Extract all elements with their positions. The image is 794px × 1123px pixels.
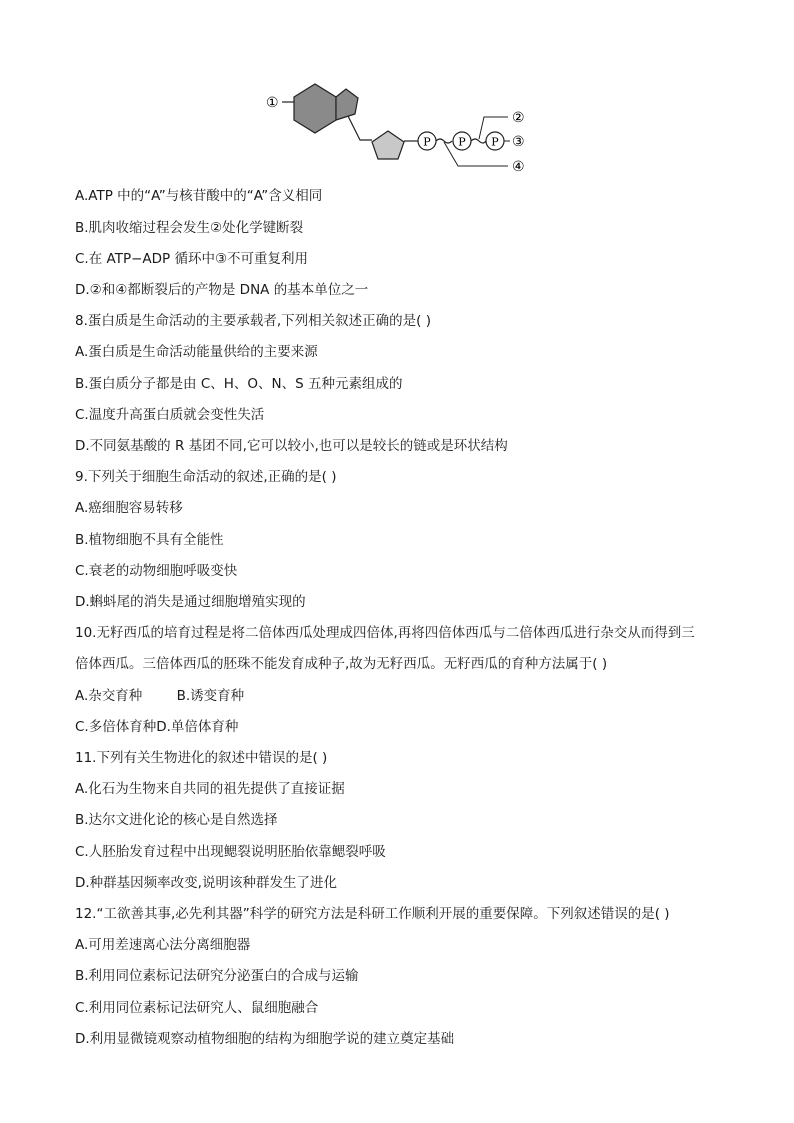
option-12b: B.利用同位素标记法研究分泌蛋白的合成与运输 [75, 968, 359, 984]
question-11: 11.下列有关生物进化的叙述中错误的是( ) [75, 750, 328, 766]
option-10cd: C.多倍体育种D.单倍体育种 [75, 719, 239, 735]
option-7d: D.②和④都断裂后的产物是 DNA 的基本单位之一 [75, 282, 369, 298]
svg-text:P: P [491, 135, 499, 149]
question-10-line1: 10.无籽西瓜的培育过程是将二倍体西瓜处理成四倍体,再将四倍体西瓜与二倍体西瓜进行杂交从而得到三 [75, 625, 695, 641]
phosphate-3 [486, 132, 504, 150]
label-2: ② [512, 110, 525, 126]
option-12c: C.利用同位素标记法研究人、鼠细胞融合 [75, 1000, 319, 1016]
label-4: ④ [512, 159, 525, 175]
option-8b: B.蛋白质分子都是由 C、H、O、N、S 五种元素组成的 [75, 376, 403, 392]
question-8: 8.蛋白质是生命活动的主要承载者,下列相关叙述正确的是( ) [75, 313, 431, 329]
phosphate-2 [453, 132, 471, 150]
adenine-base [294, 84, 358, 133]
option-9a: A.癌细胞容易转移 [75, 500, 183, 516]
option-8a: A.蛋白质是生命活动能量供给的主要来源 [75, 344, 318, 360]
svg-text:P: P [423, 135, 431, 149]
option-8c: C.温度升高蛋白质就会变性失活 [75, 407, 265, 423]
option-8d: D.不同氨基酸的 R 基团不同,它可以较小,也可以是较长的链或是环状结构 [75, 438, 508, 454]
option-9d: D.蝌蚪尾的消失是通过细胞增殖实现的 [75, 594, 306, 610]
option-12d: D.利用显微镜观察动植物细胞的结构为细胞学说的建立奠定基础 [75, 1031, 455, 1047]
option-9c: C.衰老的动物细胞呼吸变快 [75, 563, 238, 579]
option-7c: C.在 ATP−ADP 循环中③不可重复利用 [75, 251, 309, 267]
svg-text:P: P [458, 135, 466, 149]
label-3: ③ [512, 134, 525, 150]
option-7b: B.肌肉收缩过程会发生②处化学键断裂 [75, 220, 304, 236]
option-9b: B.植物细胞不具有全能性 [75, 532, 224, 548]
option-11b: B.达尔文进化论的核心是自然选择 [75, 812, 278, 828]
option-7a: A.ATP 中的“A”与核苷酸中的“A”含义相同 [75, 188, 323, 204]
option-11c: C.人胚胎发育过程中出现鳃裂说明胚胎依靠鳃裂呼吸 [75, 844, 386, 860]
atp-structure-diagram [260, 76, 540, 176]
option-12a: A.可用差速离心法分离细胞器 [75, 937, 251, 953]
question-9: 9.下列关于细胞生命活动的叙述,正确的是( ) [75, 469, 337, 485]
label-1: ① [266, 95, 279, 111]
option-11d: D.种群基因频率改变,说明该种群发生了进化 [75, 875, 337, 891]
question-10-line2: 倍体西瓜。三倍体西瓜的胚珠不能发育成种子,故为无籽西瓜。无籽西瓜的育种方法属于( ) [75, 656, 608, 672]
phosphate-1 [418, 132, 436, 150]
option-11a: A.化石为生物来自共同的祖先提供了直接证据 [75, 781, 345, 797]
option-10ab: A.杂交育种 B.诱变育种 [75, 688, 245, 704]
ribose-sugar [372, 131, 404, 159]
question-12: 12.“工欲善其事,必先利其器”科学的研究方法是科研工作顺利开展的重要保障。下列叙述错误的是( ) [75, 906, 670, 922]
